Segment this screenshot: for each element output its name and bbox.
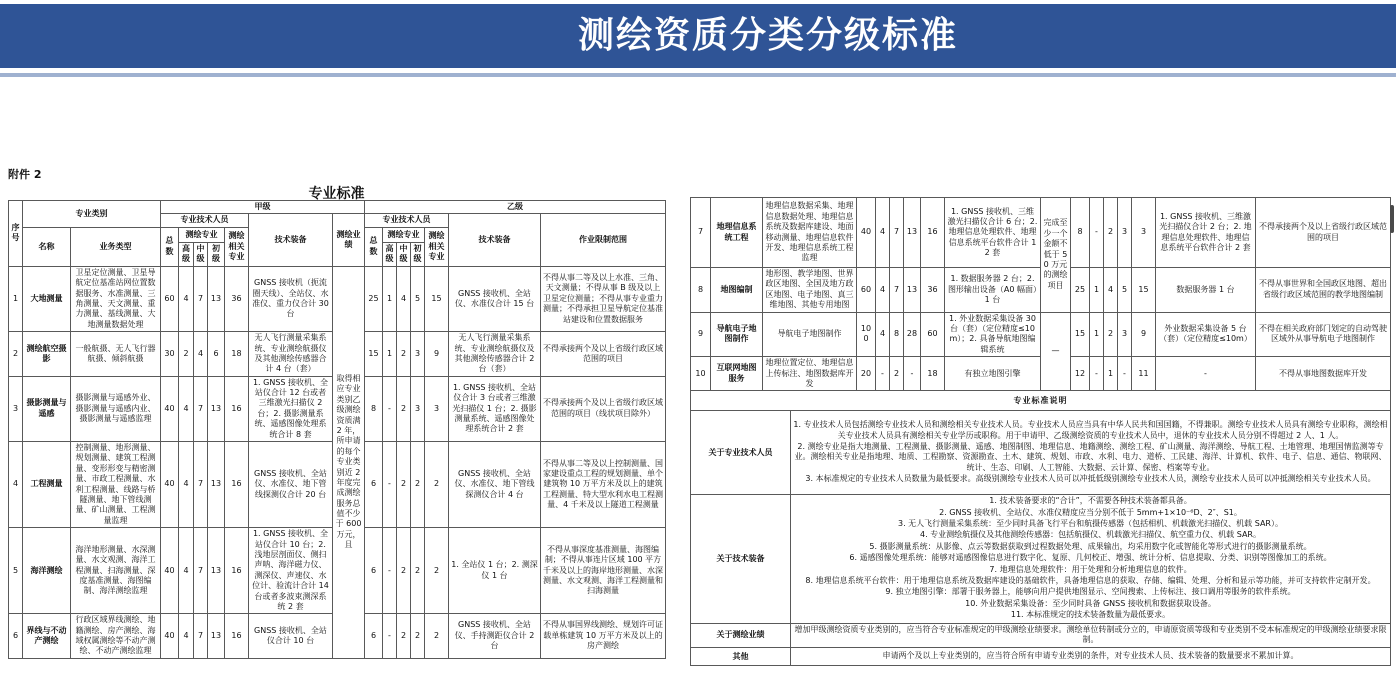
note-line: 增加甲级测绘资质专业类别的，应当符合专业标准规定的甲级测绘业绩要求。测绘单位转制或分立的，申请原资质等级和专业类别不受本标准规定的甲级测绘业绩要求限制。 xyxy=(794,624,1387,644)
notes-label-performance: 关于测绘业绩 xyxy=(691,623,791,648)
cell-business: 地形图、教学地图、世界政区地图、全国及地方政区地图、电子地图、真三维地图、其他专用地图 xyxy=(763,268,857,313)
note-line: 3. 本标准规定的专业技术人员数量为最低要求。高级别测绘专业技术人员可以冲抵低级别测绘专业技术人员，测绘专业技术人员可以冲抵测绘相关专业技术人员。 xyxy=(805,474,1376,484)
cell-a-junior: 13 xyxy=(208,376,225,441)
cell-b-related: 15 xyxy=(1132,268,1156,313)
cell-a-total: 100 xyxy=(857,312,876,357)
cell-b-total: 25 xyxy=(1071,268,1090,313)
banner-underline xyxy=(0,73,1396,77)
cell-b-related: 9 xyxy=(1132,312,1156,357)
note-line: 5. 摄影测量系统：从影像、点云等数据获取到过程数据处理、成果输出，均采用数字化或智能化等形式进行的摄影测量系统。 xyxy=(869,541,1312,551)
cell-seq: 4 xyxy=(9,442,23,528)
cell-name: 地理信息系统工程 xyxy=(711,198,763,268)
header-equipment-b: 技术装备 xyxy=(449,214,541,266)
cell-b-junior: 2 xyxy=(411,442,425,528)
cell-a-equipment: 有独立地图引擎 xyxy=(945,357,1041,391)
cell-b-junior: 3 xyxy=(411,332,425,377)
cell-a-performance-merged: — xyxy=(1041,312,1071,391)
cell-name: 工程测量 xyxy=(23,442,71,528)
cell-name: 界线与不动产测绘 xyxy=(23,614,71,659)
cell-b-middle: 2 xyxy=(397,332,411,377)
notes-label-equipment: 关于技术装备 xyxy=(691,495,791,623)
cell-a-total: 40 xyxy=(857,198,876,268)
cell-b-junior: 5 xyxy=(1118,268,1132,313)
cell-a-junior: 28 xyxy=(904,312,921,357)
cell-b-restriction: 不得承接两个及以上省级行政区域范围的项目 xyxy=(541,332,666,377)
cell-b-middle: 2 xyxy=(397,442,411,528)
note-line: 6. 遥感图像处理系统：能够对遥感图像信息进行数字化、复原、几何校正、增强、统计分析、信息提取、分类、识别等图像加工的系统。 xyxy=(849,553,1332,563)
cell-a-total: 30 xyxy=(161,332,179,377)
cell-a-equipment: 1. GNSS 接收机、三维激光扫描仪合计 6 台；2. 地理信息处理软件、地理信息系统平台软件合计 12 套 xyxy=(945,198,1041,268)
cell-b-junior: 3 xyxy=(1118,312,1132,357)
cell-b-equipment: GNSS 接收机、全站仪、水准仪合计 15 台 xyxy=(449,266,541,331)
note-line: 1. 专业技术人员包括测绘专业技术人员和测绘相关专业技术人员。专业技术人员应当具有中华人民共和国国籍，不得兼职。测绘专业技术人员具有测绘专业职称，测绘相关专业技术人员具有测绘相关专业学历或职称。用于申请甲、乙级测绘资质的专业技术人员中，退休的专业技术人员分别不得超过 2 人、1 人。 xyxy=(793,420,1388,440)
cell-a-middle: 7 xyxy=(890,268,904,313)
cell-a-senior: 4 xyxy=(179,266,194,331)
cell-a-junior: - xyxy=(904,357,921,391)
header-middle-a: 中级 xyxy=(194,242,208,266)
cell-a-related: 18 xyxy=(921,357,945,391)
cell-a-related: 60 xyxy=(921,312,945,357)
header-middle-b: 中级 xyxy=(397,242,411,266)
cell-b-senior: 1 xyxy=(383,266,397,331)
cell-b-junior: 3 xyxy=(1118,198,1132,268)
cell-business: 地理位置定位、地理信息上传标注、地图数据库开发 xyxy=(763,357,857,391)
cell-a-total: 20 xyxy=(857,357,876,391)
cell-seq: 5 xyxy=(9,528,23,614)
cell-seq: 7 xyxy=(691,198,711,268)
cell-a-related: 36 xyxy=(921,268,945,313)
cell-b-middle: 2 xyxy=(397,614,411,659)
cell-name: 互联网地图服务 xyxy=(711,357,763,391)
cell-b-equipment: 1. 全站仪 1 台；2. 测深仪 1 台 xyxy=(449,528,541,614)
header-personnel-b: 专业技术人员 xyxy=(365,214,449,227)
cell-a-related: 16 xyxy=(225,528,249,614)
header-related-major-b: 测绘相关专业 xyxy=(425,227,449,266)
cell-b-restriction: 不得承接两个及以上省级行政区域范围的项目 xyxy=(1256,198,1391,268)
notes-content-other xyxy=(791,648,1391,666)
cell-b-middle: 2 xyxy=(397,528,411,614)
cell-a-middle: 7 xyxy=(194,376,208,441)
header-junior-a: 初级 xyxy=(208,242,225,266)
cell-seq: 9 xyxy=(691,312,711,357)
cell-b-senior: - xyxy=(383,614,397,659)
cell-seq: 3 xyxy=(9,376,23,441)
cell-a-senior: 4 xyxy=(876,268,890,313)
cell-business: 一般航摄、无人飞行器航摄、倾斜航摄 xyxy=(71,332,161,377)
scrollbar-thumb[interactable] xyxy=(1390,205,1394,233)
header-grade-b: 乙级 xyxy=(365,201,666,214)
cell-a-middle: 7 xyxy=(194,266,208,331)
header-personnel-a: 专业技术人员 xyxy=(161,214,249,227)
header-junior-b: 初级 xyxy=(411,242,425,266)
cell-a-senior: 4 xyxy=(876,312,890,357)
cell-a-equipment: GNSS 接收机（扼流圈天线）、全站仪、水准仪、重力仪合计 30 台 xyxy=(249,266,333,331)
cell-b-junior: 3 xyxy=(411,376,425,441)
cell-b-senior: 1 xyxy=(1090,312,1104,357)
cell-b-restriction: 不得从事二等及以上水准、三角、天文测量；不得从事 B 级及以上卫星定位测量；不得从事专业重力测量；不得承担卫星导航定位基准站建设和位置数据服务 xyxy=(541,266,666,331)
cell-a-middle: 8 xyxy=(890,312,904,357)
cell-b-middle: 1 xyxy=(1104,357,1118,391)
cell-b-related: 3 xyxy=(1132,198,1156,268)
cell-b-equipment: GNSS 接收机、全站仪、手持测距仪合计 2 台 xyxy=(449,614,541,659)
cell-b-related: 9 xyxy=(425,332,449,377)
cell-seq: 10 xyxy=(691,357,711,391)
cell-name: 大地测量 xyxy=(23,266,71,331)
cell-b-total: 6 xyxy=(365,442,383,528)
cell-a-total: 60 xyxy=(161,266,179,331)
attachment-label: 附件 2 xyxy=(8,168,42,181)
table-row xyxy=(691,495,1391,623)
notes-content-personnel xyxy=(791,411,1391,495)
cell-name: 海洋测绘 xyxy=(23,528,71,614)
cell-a-related: 16 xyxy=(225,614,249,659)
header-category: 专业类别 xyxy=(23,201,161,228)
cell-b-junior: - xyxy=(1118,357,1132,391)
header-senior-a: 高级 xyxy=(179,242,194,266)
cell-name: 测绘航空摄影 xyxy=(23,332,71,377)
header-senior-b: 高级 xyxy=(383,242,397,266)
cell-a-equipment: 1. 外业数据采集设备 30 台（套）（定位精度≤10m）；2. 具备导航地图编辑系统 xyxy=(945,312,1041,357)
cell-b-total: 6 xyxy=(365,528,383,614)
table-title: 专业标准 xyxy=(308,186,365,202)
cell-seq: 8 xyxy=(691,268,711,313)
cell-b-equipment: 无人飞行测量采集系统、专业测绘航摄仪及其他测绘传感器合计 2 台（套） xyxy=(449,332,541,377)
cell-b-middle: 2 xyxy=(1104,312,1118,357)
cell-a-junior: 13 xyxy=(208,528,225,614)
cell-a-junior: 6 xyxy=(208,332,225,377)
cell-a-middle: 4 xyxy=(194,332,208,377)
cell-a-senior: 4 xyxy=(179,376,194,441)
cell-a-middle: 2 xyxy=(890,357,904,391)
header-name: 名称 xyxy=(23,227,71,266)
cell-b-senior: - xyxy=(383,376,397,441)
cell-a-equipment: 1. 数据服务器 2 台；2. 图形输出设备（A0 幅面）1 台 xyxy=(945,268,1041,313)
banner xyxy=(0,4,1396,68)
header-surveying-major-a: 测绘专业 xyxy=(179,227,225,242)
cell-b-restriction: 不得从事深度基准测量、海图编制；不得从事连片区域 100 平方千米及以上的海岸地形测量、水深测量、水文观测、海洋工程测量和扫海测量 xyxy=(541,528,666,614)
cell-b-total: 6 xyxy=(365,614,383,659)
cell-a-junior: 13 xyxy=(904,268,921,313)
cell-business: 摄影测量与遥感外业、摄影测量与遥感内业、摄影测量与遥感监理 xyxy=(71,376,161,441)
cell-b-restriction: 不得在相关政府部门划定的自动驾驶区域外从事导航电子地图制作 xyxy=(1256,312,1391,357)
header-performance-a: 测绘业绩 xyxy=(333,214,365,266)
cell-a-senior: 2 xyxy=(179,332,194,377)
cell-name: 导航电子地图制作 xyxy=(711,312,763,357)
notes-label-personnel: 关于专业技术人员 xyxy=(691,411,791,495)
note-line: 11. 本标准规定的技术装备数量为最低要求。 xyxy=(1010,610,1171,620)
cell-a-total: 40 xyxy=(161,614,179,659)
cell-b-senior: - xyxy=(383,528,397,614)
note-line: 2. GNSS 接收机、全站仪、水准仪精度应当分别不低于 5mm+1×10⁻⁶D、2″、S1。 xyxy=(939,507,1242,517)
cell-b-restriction: 不得承接两个及以上省级行政区域范围的项目（线状项目除外） xyxy=(541,376,666,441)
cell-a-equipment: 无人飞行测量采集系统、专业测绘航摄仪及其他测绘传感器合计 4 台（套） xyxy=(249,332,333,377)
cell-b-middle: 2 xyxy=(1104,198,1118,268)
cell-b-total: 8 xyxy=(365,376,383,441)
cell-a-junior: 13 xyxy=(904,198,921,268)
cell-a-related: 16 xyxy=(225,442,249,528)
note-line: 7. 地理信息处理软件：用于处理和分析地理信息的软件。 xyxy=(989,564,1192,574)
cell-b-related: 15 xyxy=(425,266,449,331)
note-line: 3. 无人飞行测量采集系统：至少同时具备飞行平台和航摄传感器（包括相机、机载激光扫描仪、机载 SAR）。 xyxy=(898,519,1283,529)
cell-a-total: 40 xyxy=(161,376,179,441)
cell-a-equipment: 1. GNSS 接收机、全站仪合计 12 台或者三维激光扫描仪 2 台；2. 摄影测量系统、遥感图像处理系统合计 8 套 xyxy=(249,376,333,441)
cell-a-equipment: 1. GNSS 接收机、全站仪合计 10 台；2. 浅地层剖面仪、侧扫声呐、海洋磁力仪、测深仪、声速仪、水位计、验流计合计 14 台或者多波束测深系统 2 套 xyxy=(249,528,333,614)
notes-content-equipment xyxy=(791,495,1391,623)
note-line: 1. 技术装备要求的“合计”，不需要各种技术装备都具备。 xyxy=(989,496,1192,506)
note-line: 9. 独立地图引擎：部署于服务器上，能够向用户提供地图显示、空间搜索、上传标注、接口调用等服务的软件系统。 xyxy=(885,587,1296,597)
cell-seq: 1 xyxy=(9,266,23,331)
table-row xyxy=(691,648,1391,666)
cell-a-middle: 7 xyxy=(194,442,208,528)
cell-b-equipment: 数据服务器 1 台 xyxy=(1156,268,1256,313)
cell-b-related: 3 xyxy=(425,376,449,441)
header-business-type: 业务类型 xyxy=(71,227,161,266)
cell-a-equipment: GNSS 接收机、全站仪合计 10 台 xyxy=(249,614,333,659)
standards-table-page1 xyxy=(8,200,665,659)
cell-a-equipment: GNSS 接收机、全站仪、水准仪、地下管线探测仪合计 20 台 xyxy=(249,442,333,528)
note-line: 10. 外业数据采集设备：至少同时具备 GNSS 接收机和数据获取设备。 xyxy=(965,598,1216,608)
header-grade-a: 甲级 xyxy=(161,201,365,214)
notes-title: 专业标准说明 xyxy=(691,391,1391,411)
header-surveying-major-b: 测绘专业 xyxy=(383,227,425,242)
cell-a-total: 40 xyxy=(161,528,179,614)
cell-a-related: 16 xyxy=(225,376,249,441)
cell-b-junior: 2 xyxy=(411,614,425,659)
cell-a-performance-merged: 完成至少一个金额不低于 50 万元的测绘项目 xyxy=(1041,198,1071,313)
cell-b-middle: 4 xyxy=(397,266,411,331)
cell-b-total: 25 xyxy=(365,266,383,331)
header-total-b: 总数 xyxy=(365,227,383,266)
cell-a-junior: 13 xyxy=(208,442,225,528)
cell-b-equipment: - xyxy=(1156,357,1256,391)
cell-b-related: 2 xyxy=(425,442,449,528)
cell-seq: 2 xyxy=(9,332,23,377)
cell-a-middle: 7 xyxy=(194,528,208,614)
header-total-a: 总数 xyxy=(161,227,179,266)
cell-b-related: 11 xyxy=(1132,357,1156,391)
cell-b-senior: - xyxy=(1090,198,1104,268)
cell-b-total: 15 xyxy=(365,332,383,377)
note-line: 2. 测绘专业是指大地测量、工程测量、摄影测量、遥感、地图制图、地理信息、地籍测绘、测绘工程、矿山测量、海洋测绘、导航工程、土地管理、地理国情监测等专业。测绘相关专业是指地理、地质、工程勘察、资源勘查、土木、建筑、规划、市政、水利、电力、道桥、工民建、海洋、计算机、软件、电子、信息、通信、物联网、统计、生态、印刷、人工智能、大数据、云计算、保密、档案等专业。 xyxy=(794,441,1387,472)
table-row xyxy=(9,266,666,331)
table-row xyxy=(691,198,1391,268)
page-title: 测绘资质分类分级标准 xyxy=(577,15,958,56)
cell-name: 地图编制 xyxy=(711,268,763,313)
cell-b-total: 15 xyxy=(1071,312,1090,357)
notes-content-performance xyxy=(791,623,1391,648)
cell-a-middle: 7 xyxy=(890,198,904,268)
cell-b-senior: - xyxy=(383,442,397,528)
cell-b-senior: 1 xyxy=(1090,268,1104,313)
note-line: 4. 专业测绘航摄仪及其他测绘传感器：包括航摄仪、机载激光扫描仪、航空重力仪、机载 SAR。 xyxy=(920,530,1261,540)
cell-b-restriction: 不得从事二等及以上控制测量、国家建设重点工程的规划测量、单个建筑物 10 万平方米及以上的建筑工程测量、特大型水利水电工程测量、4 千米及以上隧道工程测量 xyxy=(541,442,666,528)
notes-label-other: 其他 xyxy=(691,648,791,666)
cell-a-senior: 4 xyxy=(179,614,194,659)
note-line: 申请两个及以上专业类别的，应当符合所有申请专业类别的条件，对专业技术人员、技术装备的数量要求不累加计算。 xyxy=(882,651,1299,661)
cell-b-related: 2 xyxy=(425,614,449,659)
cell-a-junior: 13 xyxy=(208,266,225,331)
cell-a-related: 16 xyxy=(921,198,945,268)
table-row xyxy=(691,312,1391,357)
cell-b-senior: 1 xyxy=(383,332,397,377)
cell-b-equipment: 外业数据采集设备 5 台（套）（定位精度≤10m） xyxy=(1156,312,1256,357)
cell-b-junior: 2 xyxy=(411,528,425,614)
cell-a-middle: 7 xyxy=(194,614,208,659)
cell-a-senior: 4 xyxy=(179,442,194,528)
cell-business: 卫星定位测量、卫星导航定位基准站网位置数据服务、水准测量、三角测量、天文测量、重力测量、基线测量、大地测量数据处理 xyxy=(71,266,161,331)
standards-table-page2 xyxy=(690,197,1390,666)
cell-business: 地理信息数据采集、地理信息数据处理、地理信息系统及数据库建设、地面移动测量、地理信息软件开发、地理信息系统工程监理 xyxy=(763,198,857,268)
cell-b-restriction: 不得从事地图数据库开发 xyxy=(1256,357,1391,391)
cell-a-related: 18 xyxy=(225,332,249,377)
cell-a-related: 36 xyxy=(225,266,249,331)
cell-a-junior: 13 xyxy=(208,614,225,659)
header-restriction-b: 作业限制范围 xyxy=(541,214,666,266)
cell-seq: 6 xyxy=(9,614,23,659)
cell-b-junior: 5 xyxy=(411,266,425,331)
header-equipment-a: 技术装备 xyxy=(249,214,333,266)
cell-b-equipment: 1. GNSS 接收机、三维激光扫描仪合计 2 台；2. 地理信息处理软件、地理信息系统平台软件合计 2 套 xyxy=(1156,198,1256,268)
note-line: 8. 地理信息系统平台软件：用于地理信息系统及数据库建设的基础软件，具备地理信息的获取、存储、编辑、处理、分析和显示等功能，并可支持软件定制开发。 xyxy=(805,576,1376,586)
cell-b-equipment: 1. GNSS 接收机、全站仪合计 3 台或者三维激光扫描仪 1 台；2. 摄影测量系统、遥感图像处理系统合计 2 套 xyxy=(449,376,541,441)
table-row xyxy=(691,623,1391,648)
cell-a-senior: 4 xyxy=(179,528,194,614)
cell-business: 行政区域界线测绘、地籍测绘、房产测绘、海域权属测绘等不动产测绘、不动产测绘监理 xyxy=(71,614,161,659)
cell-b-equipment: GNSS 接收机、全站仪、水准仪、地下管线探测仪合计 4 台 xyxy=(449,442,541,528)
cell-b-related: 2 xyxy=(425,528,449,614)
cell-b-middle: 2 xyxy=(397,376,411,441)
cell-a-senior: - xyxy=(876,357,890,391)
cell-b-total: 12 xyxy=(1071,357,1090,391)
header-related-major-a: 测绘相关专业 xyxy=(225,227,249,266)
table-row xyxy=(691,411,1391,495)
cell-b-middle: 4 xyxy=(1104,268,1118,313)
header-seq: 序号 xyxy=(9,201,23,267)
cell-business: 导航电子地图制作 xyxy=(763,312,857,357)
cell-a-senior: 4 xyxy=(876,198,890,268)
cell-name: 摄影测量与遥感 xyxy=(23,376,71,441)
cell-b-senior: - xyxy=(1090,357,1104,391)
cell-b-total: 8 xyxy=(1071,198,1090,268)
cell-b-restriction: 不得从事国界线测绘、规划许可证载单栋建筑 10 万平方米及以上的房产测绘 xyxy=(541,614,666,659)
cell-a-total: 60 xyxy=(857,268,876,313)
standards-notes-table xyxy=(690,390,1391,666)
cell-b-restriction: 不得从事世界和全国政区地图、超出省级行政区域范围的教学地图编制 xyxy=(1256,268,1391,313)
cell-business: 海洋地形测量、水深测量、水文观测、海洋工程测量、扫海测量、深度基准测量、海图编制、海洋测绘监理 xyxy=(71,528,161,614)
cell-business: 控制测量、地形测量、规划测量、建筑工程测量、变形形变与精密测量、市政工程测量、水利工程测量、线路与桥隧测量、地下管线测量、矿山测量、工程测量监理 xyxy=(71,442,161,528)
cell-a-performance-merged: 取得相应专业类别乙级测绘资质满 2 年，所申请的每个专业类别近 2 年度完成测绘服务总值不少于 600 万元，且 xyxy=(333,266,365,658)
cell-a-total: 40 xyxy=(161,442,179,528)
